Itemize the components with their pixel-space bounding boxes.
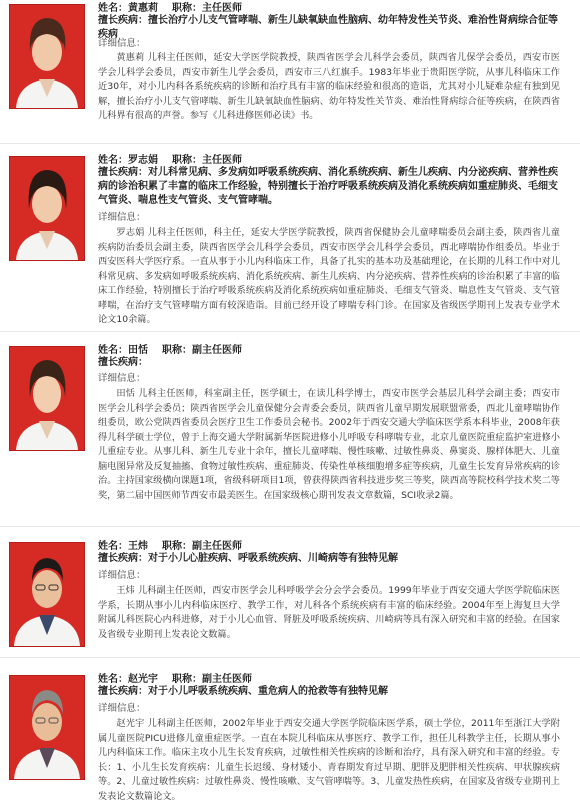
doctor-title: 主任医师 bbox=[202, 3, 242, 14]
specialty-label: 擅长疾病： bbox=[98, 357, 148, 368]
doctor-bio: 赵光宇 儿科副主任医师，2002年毕业于西安交通大学医学院临床医学系，硕士学位，2011年至浙江大学附属儿童医院PICU进修儿童重症医学。一直在本院儿科临床从事医疗、教学工作，担任儿科教学主任，长期从事小儿内科临床工作。临床主攻小儿生长发育疾病，过敏性相关性疾病的诊断和治疗，具有深入研究和丰富的经验。专长：1、小儿生长发育疾病：儿童生长迟缓、身材矮小、青春期发育过早期、肥胖及肥胖相关性疾病、甲状腺疾病等。2、儿童过敏性疾病：过敏性鼻炎、慢性咳嗽、支气管哮喘等。3、儿童发热性疾病，在国家及省级专业期刊上发表论文数篇论文。 bbox=[98, 718, 560, 802]
doctor-specialty bbox=[98, 14, 560, 42]
doctor-specialty bbox=[98, 685, 560, 699]
doctor-title: 主任医师 bbox=[202, 155, 242, 166]
doctor-specialty bbox=[98, 166, 560, 208]
title-label: 职称： bbox=[172, 674, 202, 685]
doctor-card bbox=[0, 538, 580, 653]
name-label: 姓名： bbox=[98, 345, 128, 356]
doctor-name: 黄惠莉 bbox=[128, 3, 158, 14]
doctor-title: 副主任医师 bbox=[192, 541, 242, 552]
divider bbox=[0, 657, 580, 658]
specialty-text: 对于小儿心脏疾病、呼吸系统疾病、川崎病等有独特见解 bbox=[148, 553, 398, 564]
doctor-card bbox=[0, 671, 580, 807]
name-label: 姓名： bbox=[98, 674, 128, 685]
doctor-specialty bbox=[98, 356, 560, 370]
title-label: 职称： bbox=[172, 155, 202, 166]
title-label: 职称： bbox=[172, 3, 202, 14]
detail-label: 详细信息： bbox=[98, 703, 146, 714]
divider bbox=[0, 331, 580, 332]
doctor-card bbox=[0, 0, 580, 140]
detail-label: 详细信息： bbox=[98, 38, 146, 49]
doctor-title: 副主任医师 bbox=[202, 674, 252, 685]
divider bbox=[0, 526, 580, 527]
specialty-label: 擅长疾病： bbox=[98, 167, 148, 178]
name-label: 姓名： bbox=[98, 541, 128, 552]
doctor-name: 罗志娟 bbox=[128, 155, 158, 166]
detail-label: 详细信息： bbox=[98, 373, 146, 384]
doctor-card bbox=[0, 342, 580, 520]
doctor-card bbox=[0, 152, 580, 327]
specialty-label: 擅长疾病： bbox=[98, 686, 148, 697]
detail-label: 详细信息： bbox=[98, 212, 146, 223]
specialty-text: 对儿科常见病、多发病如呼吸系统疾病、消化系统疾病、新生儿疾病、内分泌疾病、营养性疾病的诊治积累了丰富的临床工作经验，特别擅长于治疗呼吸系统疾病及消化系统疾病如重症肺炎、毛细支气管炎、喘息性支气管炎、支气管哮喘。 bbox=[98, 167, 558, 206]
doctor-photo bbox=[9, 4, 85, 109]
doctor-photo bbox=[9, 346, 85, 451]
specialty-label: 擅长疾病： bbox=[98, 15, 148, 26]
doctor-title: 副主任医师 bbox=[192, 345, 242, 356]
doctor-bio: 罗志娟 儿科主任医师，科主任，延安大学医学院教授，陕西省保健协会儿童哮喘委员会副主委，陕西省儿童疾病防治委员会副主委，陕西省医学会儿科学会委员，西安市医学会儿科学会委员，西北哮喘协作组委员。毕业于西安医科大学医疗系。一直从事于小儿内科临床工作，具备了扎实的基本功及基础理论，在长期的儿科工作中对儿科常见病、多发病如呼吸系统疾病、消化系统疾病、新生儿疾病、内分泌疾病、营养性疾病的诊治积累了丰富的临床工作经验，特别擅长于治疗呼吸系统疾病及消化系统疾病如重症肺炎、毛细支气管炎、喘息性支气管炎、支气管哮喘，在治疗支气管哮喘方面有较深造诣。目前已经开设了哮喘专科门诊。在国家及省级医学期刊上发表专业学术论文10余篇。 bbox=[98, 227, 560, 325]
doctor-photo bbox=[9, 542, 85, 647]
doctor-bio: 王炜 儿科副主任医师，西安市医学会儿科呼吸学会分会学会委员。1999年毕业于西安交通大学医学院临床医学系，长期从事小儿内科临床医疗、教学工作，对儿科各个系统疾病有丰富的临床经验。2004年至上海复旦大学附属儿科医院心内科进修，对于小儿心血管、肾脏及呼吸系统疾病、川崎病等具有深入研究和丰富的经验。在国家及省级专业期刊上发表论文数篇。 bbox=[98, 585, 560, 640]
title-label: 职称： bbox=[162, 541, 192, 552]
name-label: 姓名： bbox=[98, 155, 128, 166]
specialty-text: 擅长治疗小儿支气管哮喘、新生儿缺氧缺血性脑病、幼年特发性关节炎、难治性肾病综合征等疾病 bbox=[98, 15, 558, 40]
specialty-text: 对于小儿呼吸系统疾病、重危病人的抢救等有独特见解 bbox=[148, 686, 388, 697]
doctor-photo bbox=[9, 675, 85, 780]
doctor-bio: 田恬 儿科主任医师，科室副主任，医学硕士，在读儿科学博士，西安市医学会基层儿科学会副主委；西安市医学会儿科学会委员；陕西省医学会儿童保健分会青委会委员，陕西省儿童早期发展联盟常委，西北儿童哮喘协作组委员，欧公党陕西省委员会医疗卫生工作委员会秘书。2002年于西安交通大学临床医学系本科毕业，2008年获得儿科学硕士学位，曾于上海交通大学附属新华医院进修小儿呼吸专科哮喘专业，北京儿童医院重症监护室进修小儿重症专业。从事儿科、新生儿专业十余年，擅长儿童哮喘、慢性咳嗽、过敏性鼻炎、鼻窦炎、腺样体肥大、儿童脑电图异常及反复抽搐、食物过敏性疾病、重症肺炎、传染性单核细胞增多症等疾病，儿童生长发育异常疾病的诊治。主持国家级横向课题1项，省级科研项目1项，曾获得陕西省科技进步奖三等奖，陕西高等院校科学技术奖二等奖，第二届中国医师节西安市最美医生。在国家级核心期刊发表文章数篇，SCI收录2篇。 bbox=[98, 388, 560, 501]
doctor-specialty bbox=[98, 552, 560, 566]
doctor-name: 赵光宇 bbox=[128, 674, 158, 685]
specialty-label: 擅长疾病： bbox=[98, 553, 148, 564]
name-label: 姓名： bbox=[98, 3, 128, 14]
divider bbox=[0, 143, 580, 144]
doctor-name: 王炜 bbox=[128, 541, 148, 552]
doctor-photo bbox=[9, 156, 85, 261]
doctor-name: 田恬 bbox=[128, 345, 148, 356]
title-label: 职称： bbox=[162, 345, 192, 356]
detail-label: 详细信息： bbox=[98, 570, 146, 581]
doctor-bio: 黄惠莉 儿科主任医师，延安大学医学院教授，陕西省医学会儿科学会委员，陕西省儿保学会委员，西安市医学会儿科学会委员，西安市新生儿学会委员，西安市三八红旗手。1983年毕业于贵阳医学院，从事儿科临床工作近30年，对小儿内科各系统疾病的诊断和治疗具有丰富的临床经验和很高的造诣，尤其对小儿疑难杂症有独到见解，擅长治疗小儿支气管哮喘、新生儿缺氧缺血性脑病、幼年特发性关节炎、难治性肾病综合征等疾病，在陕西省儿科界有很高的声誉。参写《儿科进修医师必读》书。 bbox=[98, 52, 560, 121]
